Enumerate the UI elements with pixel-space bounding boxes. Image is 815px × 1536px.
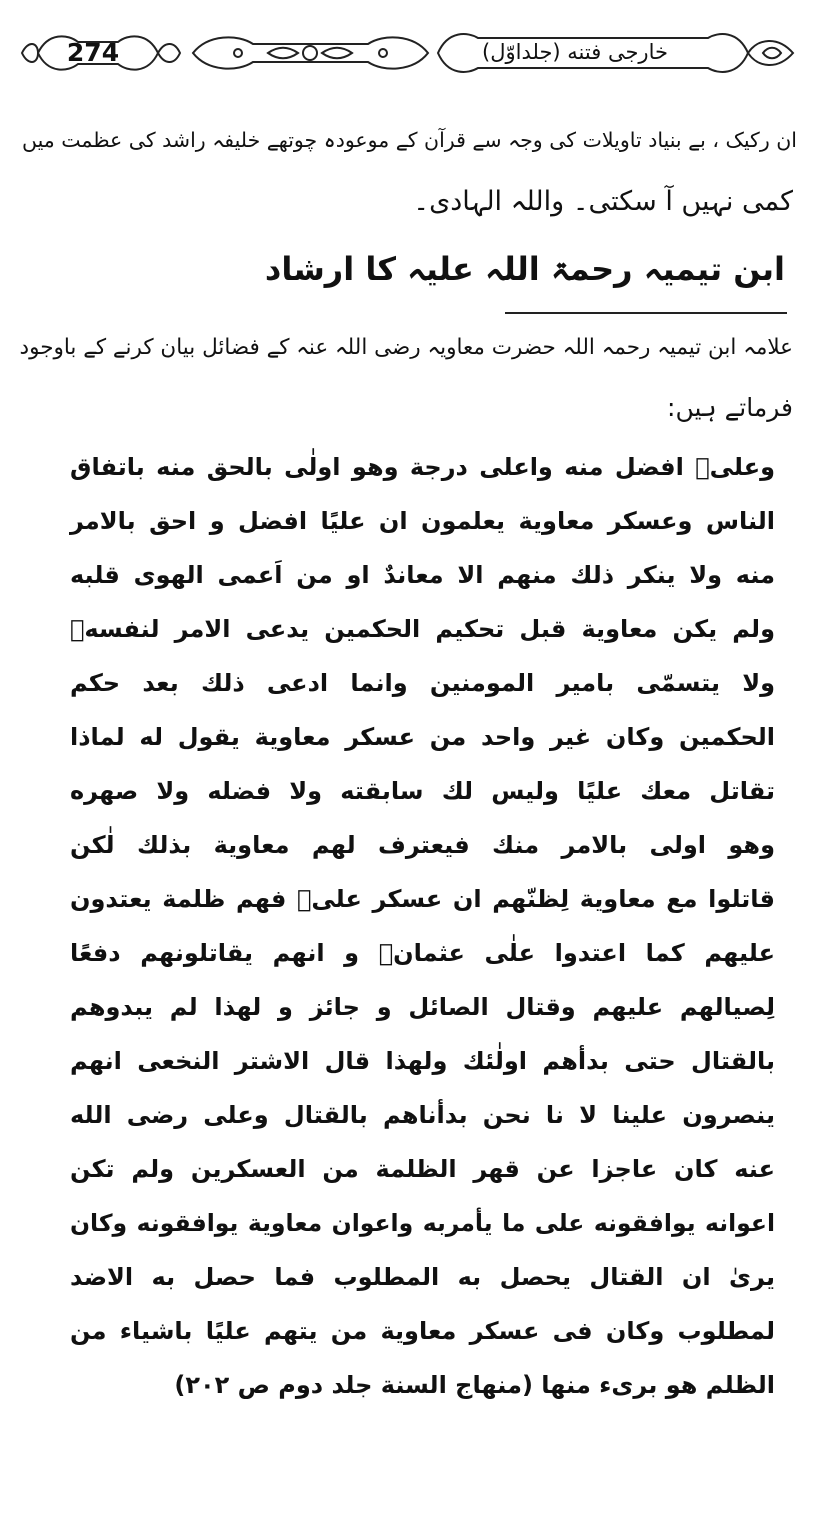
running-title: خارجی فتنه (جلداوّل): [482, 40, 668, 64]
quote-line: عنه كان عاجزا عن قهر الظلمة من العسكرين ولم تكن: [70, 1155, 775, 1183]
quote-line: الحكمين وكان غير واحد من عسكر معاوية يقول له لماذا: [70, 723, 775, 751]
paragraph-1-line-1: ان رکیک ، بے بنیاد تاویلات کی وجہ سے قرآن کے موعودہ چوتھے خلیفہ راشد کی عظمت میں: [21, 128, 797, 152]
page-number: 274: [66, 38, 120, 67]
heading-underline: [505, 312, 787, 314]
section-heading: ابن تیمیہ رحمۃ اللہ علیہ کا ارشاد: [264, 250, 785, 288]
quote-line: ولا يتسمّى بامير المومنين وانما ادعى ذلك بعد حكم: [70, 669, 775, 697]
quote-line: لمطلوب وكان فى عسكر معاوية من يتهم عليًا باشياء من: [70, 1317, 775, 1345]
quote-line: الناس وعسكر معاوية يعلمون ان عليًا افضل و احق بالامر: [70, 507, 775, 535]
quote-line: لِصيالهم عليهم وقتال الصائل و جائز و لهذا لم يبدوهم: [70, 993, 775, 1021]
quote-line: اعوانه يوافقونه على ما يأمربه واعوان معاوية يوافقونه وكان: [70, 1209, 775, 1237]
quote-line: عليهم كما اعتدوا علٰى عثمانؓ و انهم يقاتلونهم دفعًا: [70, 939, 775, 967]
paragraph-2-line-1: علامہ ابن تیمیہ رحمہ اللہ حضرت معاویہ رضی اللہ عنہ کے فضائل بیان کرنے کے باوجود: [19, 335, 793, 360]
arabic-quotation: [70, 440, 775, 1412]
quote-line: قاتلوا مع معاوية لِظنّهم ان عسكر علیؓ فهم ظلمة يعتدون: [70, 885, 775, 913]
quote-line: تقاتل معك عليًا وليس لك سابقته ولا فضله ولا صهره: [70, 777, 775, 805]
quote-citation-line: الظلم هو برىء منها (منهاج السنة جلد دوم ص ٢٠٢): [174, 1371, 775, 1399]
quote-line: بالقتال حتى بدأهم اولٰئك ولهذا قال الاشتر النخعى انهم: [70, 1047, 775, 1075]
quote-line: يرىٰ ان القتال يحصل به المطلوب فما حصل به الاضد: [70, 1263, 775, 1291]
quote-line: ولم يكن معاوية قبل تحكيم الحكمين يدعى الامر لنفسهٖ: [70, 615, 775, 643]
quote-line: وهو اولى بالامر منك فيعترف لهم معاوية بذلك لٰكن: [70, 831, 775, 859]
paragraph-2-line-2: فرماتے ہیں:: [667, 393, 793, 422]
paragraph-1-line-2: کمی نہیں آ سکتی۔ واللہ الہادی۔: [413, 186, 793, 217]
quote-line: منه ولا ينكر ذلك منهم الا معاندٌ او من اَعمى الهوى قلبه: [70, 561, 775, 589]
quote-line: وعلیؓ افضل منه واعلی درجة وهو اولٰی بالحق منه باتفاق: [70, 453, 775, 481]
quote-line: ينصرون علينا لا نا نحن بدأناهم بالقتال وعلى رضى الله: [70, 1101, 775, 1129]
